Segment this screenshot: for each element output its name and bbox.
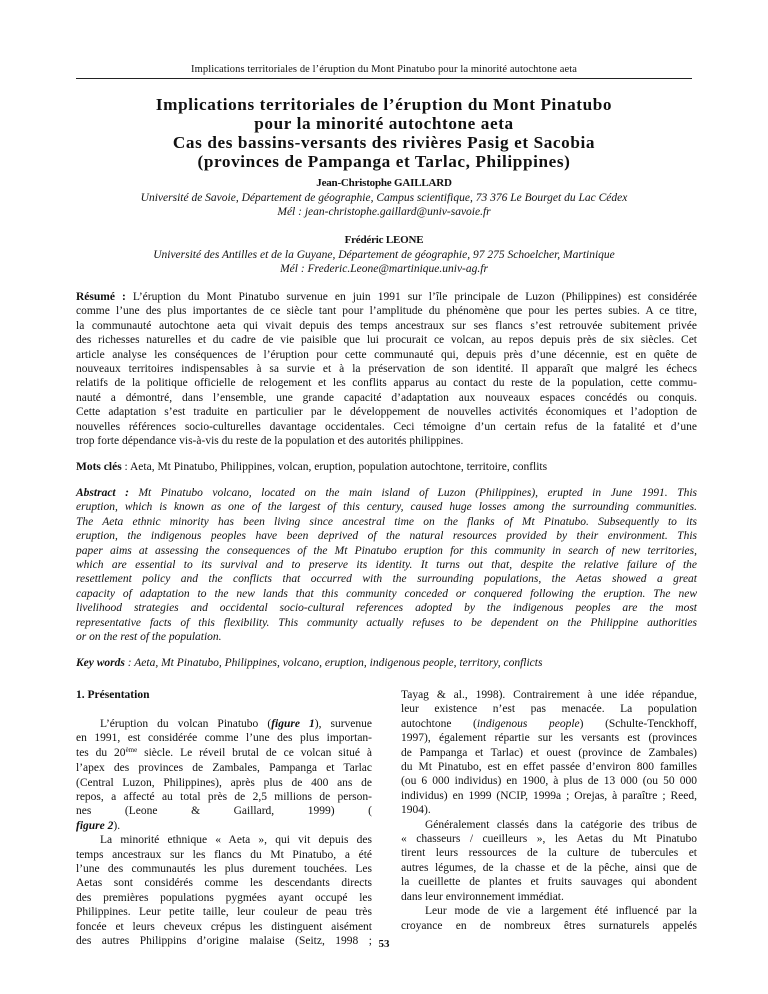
text-line: eruption, which is known as one of the largest of this century, caused huge losses among the surrounding communities. xyxy=(76,501,697,514)
text-line: relatifs de la politique officielle de relogement et les conflits apparus au contact du reste de la population, cette commu- xyxy=(76,377,697,390)
text-line: article analyse les conséquences de l’éruption pour cette communauté qui, depuis près d’une décennie, est en quête de xyxy=(76,348,697,361)
author-email: Mél : jean-christophe.gaillard@univ-savoie.fr xyxy=(277,206,491,218)
author-affiliation: Université des Antilles et de la Guyane, Département de géographie, 97 275 Schoelcher, Martinique xyxy=(153,248,615,261)
body-column-right xyxy=(401,688,697,933)
text-line: Philippines. Leur petite taille, leur couleur de peau très xyxy=(76,906,372,919)
text-line: temps ancestraux sur les flancs du Mt Pinatubo, a été xyxy=(76,848,372,861)
author-block-1 xyxy=(70,176,698,220)
text-line: (Central Luzon, Philippines), après plus de 400 ans de xyxy=(76,776,372,789)
resume-fr xyxy=(76,290,697,448)
resume-label: Résumé : xyxy=(76,291,126,303)
section-heading: 1. Présentation xyxy=(76,689,150,701)
text-line: Mots clés : Aeta, Mt Pinatubo, Philippines, volcan, eruption, population autochtone, territoire, conflits xyxy=(76,461,548,473)
text-line: Aetas sont considérés comme les descendants directs xyxy=(76,877,372,890)
text-line: l’une des communautés les plus durement touchées. Les xyxy=(76,863,372,876)
text-line: du Mt Pinatubo, est en effet passée d’environ 800 familles xyxy=(401,761,697,774)
text-line: trop forte dépendance vis-à-vis du reste de la population et des autorités philippines. xyxy=(76,435,464,448)
text-line: nauté a démontré, dans l’ensemble, une grande capacité d’adaptation aux nouveaux espaces concédés ou conquis. xyxy=(76,391,697,404)
figure-ref: figure 2 xyxy=(76,819,114,832)
text-line: Leur mode de vie a largement été influencé par la xyxy=(425,905,697,918)
text-line: Key words : Aeta, Mt Pinatubo, Philippines, volcano, eruption, indigenous people, territory, conflicts xyxy=(76,657,543,669)
text-line: autochtone (indigenous people) (Schulte-Tenckhoff, xyxy=(401,717,697,730)
author-block-2 xyxy=(70,233,698,277)
text-line: dans leur environnement immédiat. xyxy=(401,890,564,903)
text-line: comme l’une des plus importantes de ce siècle tant pour l’amplitude du phénomène que pour les pertes subies. A ce titre, xyxy=(76,305,697,318)
text-line: croyance en de nombreux êtres surnaturels appelés xyxy=(401,919,697,932)
text-line: livelihood strategies and occidental socio-cultural references adopted by the indigenous peoples are the most xyxy=(76,602,697,615)
text-line: Cette adaptation s’est traduite en particulier par le développement de nouvelles activités économiques et l’adoption de xyxy=(76,406,697,419)
text-line: The Aeta ethnic minority has been living since ancestral time on the flanks of Mt Pinatubo. Subsequently to its xyxy=(76,515,697,528)
body-column-left xyxy=(76,688,372,949)
text-line: « chasseurs / cueilleurs », les Aetas du Mt Pinatubo xyxy=(401,833,697,846)
text-line: autres légumes, de la chasse et de la pêche, ainsi que de xyxy=(401,861,697,874)
text-line: la communauté autochtone aeta qui vivait depuis des temps ancestraux sur ses flancs s’est retrouvée subitement privée xyxy=(76,319,697,332)
text-line: representative facts of this flexibility. This community actually refuses to be dependent on the Philippine authorities xyxy=(76,616,697,629)
text-line: resettlement policy and the conflicts that occurred with the surrounding populations, the Aetas showed a great xyxy=(76,573,697,586)
text-line: foncée et leurs cheveux crépus les distinguent aisément xyxy=(76,920,372,933)
header-rule xyxy=(76,78,692,79)
key-words xyxy=(76,656,697,670)
mots-cles-label: Mots clés xyxy=(76,461,122,473)
text-line: nouvelles références socio-culturelles davantage occidentales. Ceci témoigne d’un certain refus de la fatalité et d’une xyxy=(76,420,697,433)
text-line: figure 2). xyxy=(76,819,121,832)
title-line: Implications territoriales de l’éruption du Mont Pinatubo xyxy=(155,95,613,114)
running-head: Implications territoriales de l’éruption du Mont Pinatubo pour la minorité autochtone aeta xyxy=(190,64,578,75)
text-line: Résumé : L’éruption du Mont Pinatubo survenue en juin 1991 sur l’île principale de Luzon (Philippines) est considérée xyxy=(76,291,698,303)
text-line: (ou 6 000 individus) en 1900, à plus de 13 000 (ou 50 000 xyxy=(401,775,697,788)
text-line: des richesses naturelles et du cadre de vie paisible que lui procurait ce volcan, au repos depuis près de six siècles. Cet xyxy=(76,334,697,347)
author-name: Frédéric LEONE xyxy=(344,234,424,246)
abstract-label: Abstract : xyxy=(76,487,129,499)
figure-ref: figure 1 xyxy=(271,718,315,730)
text-line: la cueillette de plantes et fruits sauvages qui abondent xyxy=(401,876,697,889)
text-line: en 1991, est considérée comme l’une des plus importan- xyxy=(76,732,372,745)
text-line: des autres Philippins d’origine malaise (Seitz, 1998 ; xyxy=(76,935,372,948)
text-line: paper aims at assessing the consequences of the Mt Pinatubo eruption for this community in search of new territories, xyxy=(76,544,697,557)
text-line: individus) en 1999 (NCIP, 1999a ; Orejas, à paraître ; Reed, xyxy=(401,789,697,802)
text-line: l’apex des provinces de Zambales, Pampanga et Tarlac xyxy=(76,762,372,775)
text-line: Abstract : Mt Pinatubo volcano, located on the main island of Luzon (Philippines), erupted in June 1991. This xyxy=(76,487,697,499)
text-line: Tayag & al., 1998). Contrairement à une idée répandue, xyxy=(401,689,697,701)
text-line: tirent leurs ressources de la culture de tubercules et xyxy=(401,847,697,860)
author-email: Mél : Frederic.Leone@martinique.univ-ag.fr xyxy=(280,263,488,275)
author-name: Jean-Christophe GAILLARD xyxy=(316,177,452,189)
key-words-label: Key words xyxy=(76,657,125,669)
title-line: Cas des bassins-versants des rivières Pasig et Sacobia xyxy=(172,133,596,152)
text-line: or on the rest of the population. xyxy=(76,631,222,644)
text-line: des premières populations pygmées ayant occupé les xyxy=(76,891,372,904)
title-line: (provinces de Pampanga et Tarlac, Philippines) xyxy=(197,152,571,171)
text-line: leur existence n’est pas menacée. La population xyxy=(401,703,697,716)
text-line: La minorité ethnique « Aeta », qui vit depuis des xyxy=(100,834,372,847)
mots-cles xyxy=(76,460,697,474)
text-line: Généralement classés dans la catégorie des tribus de xyxy=(425,818,697,831)
text-line: eruption, the indigenous peoples have been deprived of the natural resources provided by their environment. This xyxy=(76,530,697,543)
text-line: nes (Leone & Gaillard, 1999) ( xyxy=(76,805,372,818)
text-line: 1997), également répartie sur les versants est (provinces xyxy=(401,732,697,745)
page-number: 53 xyxy=(378,938,390,950)
author-affiliation: Université de Savoie, Département de géographie, Campus scientifique, 73 376 Le Bourget du Lac Cédex xyxy=(140,191,628,204)
text-line: capacity of adaptation to the new lands that this community conceded or conquered following the eruption. The new xyxy=(76,587,697,600)
title-line: pour la minorité autochtone aeta xyxy=(254,114,514,133)
text-line: nouveaux territoires indispensables à sa survie et à la préservation de son identité. Il apparaît que malgré les échecs xyxy=(76,363,697,376)
text-line: which are essential to its survival and to preserve its identity. It turns out that, despite the relative failure of the xyxy=(76,559,697,572)
text-line: de Pampanga et Tarlac) et ouest (province de Zambales) xyxy=(401,746,697,759)
abstract-en xyxy=(76,486,697,644)
text-line: tes du 20ème siècle. Le réveil brutal de ce volcan situé à xyxy=(76,745,372,759)
article-title xyxy=(90,95,678,171)
text-line: repos, a affecté au total près de 2,5 millions de person- xyxy=(76,791,372,804)
text-line: L’éruption du volcan Pinatubo (figure 1), survenue xyxy=(100,718,372,730)
text-line: 1904). xyxy=(401,804,431,817)
